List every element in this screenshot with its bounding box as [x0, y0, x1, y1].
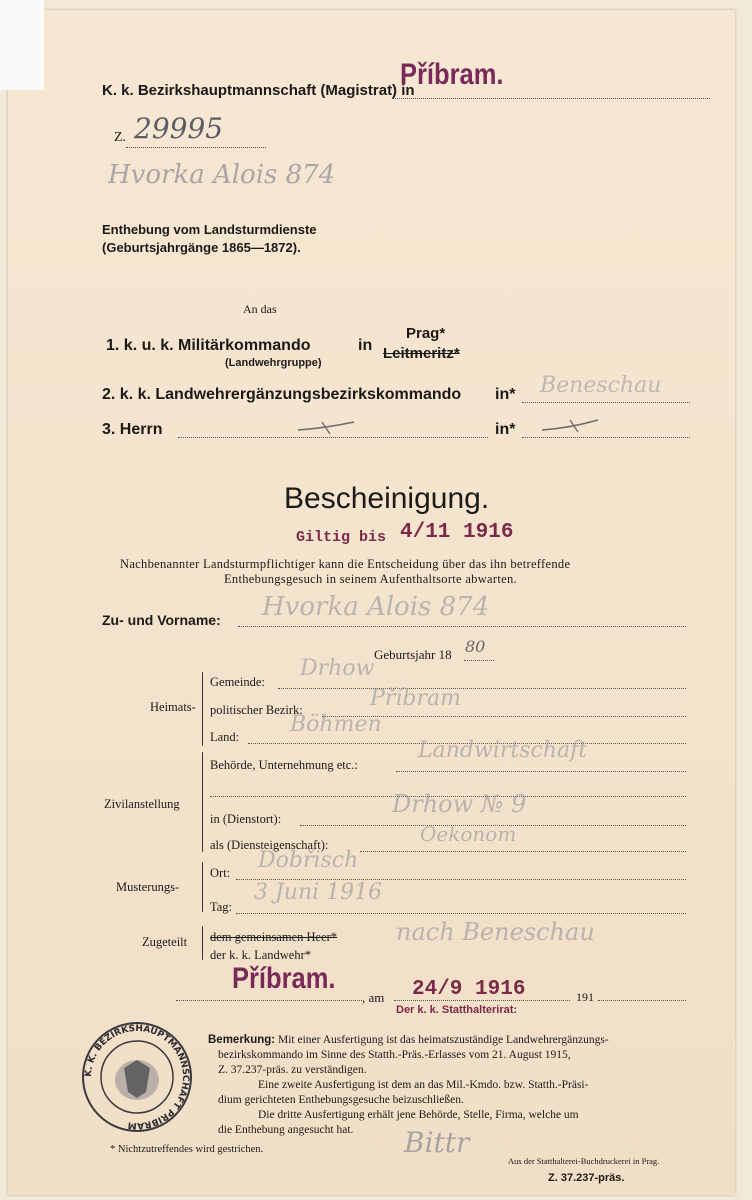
date-stamp: 24/9 1916: [412, 978, 526, 1001]
certificate-text-1: Nachbenannter Landsturmpflichtiger kann die Entscheidung über das ihn betreffende: [120, 557, 571, 571]
eigenschaft-value: Oekonom: [420, 822, 517, 846]
bezirk-label: politischer Bezirk:: [210, 703, 303, 717]
dotted-line: [178, 437, 488, 438]
footnote: * Nichtzutreffendes wird gestrichen.: [110, 1144, 264, 1155]
subject-line-1: Enthebung vom Landsturmdienste: [102, 222, 317, 237]
ort-label: Ort:: [210, 866, 231, 880]
cross-out-mark: [296, 418, 356, 436]
name-value: Hvorka Alois 874: [262, 592, 490, 622]
subject-line-2: (Geburtsjahrgänge 1865—1872).: [102, 240, 301, 255]
form-number: Z. 37.237-präs.: [548, 1172, 625, 1184]
remark-line-3: Z. 37.237-präs. zu verständigen.: [218, 1064, 367, 1076]
recipient-1-label: 1. k. u. k. Militärkommando: [106, 337, 311, 354]
recipient-3-label: 3. Herrn: [102, 421, 163, 438]
recipient-1-in: in: [358, 337, 373, 354]
zugeteilt-label: Zugeteilt: [142, 935, 188, 949]
z-number: 29995: [134, 112, 224, 145]
birth-label: Geburtsjahr 18: [374, 647, 452, 662]
recipient-2-label: 2. k. k. Landwehrergänzungsbezirkskommando: [102, 386, 462, 403]
dotted-line: [396, 771, 686, 772]
authority-heading: K. k. Bezirkshauptmannschaft (Magistrat) in: [102, 82, 415, 99]
birth-value: 80: [465, 637, 486, 656]
dotted-line: [598, 1000, 686, 1001]
tag-label: Tag:: [210, 900, 233, 914]
dotted-line: [394, 1000, 570, 1001]
brace-musterung: [202, 862, 203, 912]
remark-label: Bemerkung:: [208, 1034, 276, 1046]
dotted-line: [522, 437, 690, 438]
remark-line-4: Eine zweite Ausfertigung ist dem an das Mil.-Kmdo. bzw. Statth.-Präsi-: [258, 1079, 589, 1091]
name-label: Zu- und Vorname:: [102, 612, 221, 628]
dotted-line: [236, 913, 686, 914]
name-handwritten-top: Hvorka Alois 874: [108, 160, 336, 190]
dotted-line: [278, 688, 686, 689]
zugeteilt-value: nach Beneschau: [396, 918, 595, 946]
eigenschaft-label: als (Diensteigenschaft):: [210, 838, 329, 852]
remark-line-6: Die dritte Ausfertigung erhält jene Behörde, Stelle, Firma, welche um: [258, 1109, 579, 1121]
dotted-line: [464, 660, 494, 661]
land-value: Böhmen: [290, 712, 382, 737]
landwehr-option: der k. k. Landwehr*: [210, 948, 312, 962]
dotted-line: [126, 147, 266, 148]
remark-line-7: die Enthebung angesucht hat.: [218, 1124, 354, 1136]
dotted-line: [176, 1000, 362, 1001]
recipient-1-sub: (Landwehrgruppe): [225, 357, 322, 369]
official-seal: [78, 1018, 196, 1136]
torn-corner: [0, 0, 44, 90]
recipient-2-in: in*: [495, 386, 516, 403]
brace-zugeteilt: [202, 926, 203, 960]
an-das: An das: [243, 302, 277, 316]
land-label: Land:: [210, 730, 240, 744]
valid-stamp: Giltig bis: [296, 529, 387, 546]
dienstort-value: Drhow № 9: [392, 790, 527, 818]
am-label: , am: [362, 990, 385, 1005]
brace-heimat: [202, 672, 203, 746]
tag-value: 3 Juni 1916: [254, 880, 383, 905]
place-stamp-bottom: Příbram.: [232, 962, 336, 995]
printer-note: Aus der Statthalterei-Buchdruckerei in Prag.: [508, 1156, 660, 1166]
dienstort-label: in (Dienstort):: [210, 812, 282, 826]
prag-option: Prag*: [406, 325, 446, 342]
remark-line-5: dium gerichteten Enthebungsgesuche beizuschließen.: [218, 1094, 464, 1106]
recipient-3-in: in*: [495, 421, 516, 438]
cross-out-mark: [540, 416, 600, 434]
gemeinde-label: Gemeinde:: [210, 675, 265, 689]
certificate-title: Bescheinigung.: [284, 482, 490, 515]
remark-line-2: bezirkskommando im Sinne des Statth.-Präs.-Erlasses vom 21. August 1915,: [218, 1049, 571, 1061]
bezirk-value: Příbram: [370, 686, 461, 711]
place-stamp-top: Příbram.: [400, 58, 504, 91]
leitmeritz-option-struck: Leitmeritz*: [383, 345, 460, 362]
dotted-line: [238, 626, 686, 627]
remark-line-1: Mit einer Ausfertigung ist das heimatszuständige Landwehrergänzungs-: [278, 1034, 609, 1046]
behoerde-value: Landwirtschaft: [418, 738, 588, 763]
behoerde-label: Behörde, Unternehmung etc.:: [210, 758, 358, 772]
rank-stamp: Der k. k. Statthalterirat:: [396, 1004, 518, 1016]
ort-value: Dobřisch: [258, 848, 359, 873]
zivil-label: Zivilanstellung: [104, 797, 180, 811]
seal-text: K. K. BEZIRKSHAUPTMANNSCHAFT PŘÍBRAM: [83, 1023, 191, 1131]
valid-date-stamp: 4/11 1916: [400, 521, 514, 544]
recipient-2-handwritten: Beneschau: [540, 373, 662, 398]
heimat-label: Heimats-: [150, 700, 196, 714]
signature: Bittr: [404, 1126, 470, 1159]
dotted-line: [522, 402, 690, 403]
heer-option-struck: dem gemeinsamen Heer*: [210, 930, 338, 944]
dotted-line: [360, 851, 686, 852]
certificate-text-2: Enthebungsgesuch in seinem Aufenthaltsorte abwarten.: [224, 572, 517, 586]
dotted-line: [392, 98, 710, 99]
gemeinde-value: Drhow: [300, 656, 375, 681]
year-prefix: 191: [576, 990, 594, 1004]
musterung-label: Musterungs-: [116, 880, 180, 894]
brace-zivil: [202, 752, 203, 852]
z-label: Z.: [114, 130, 127, 145]
